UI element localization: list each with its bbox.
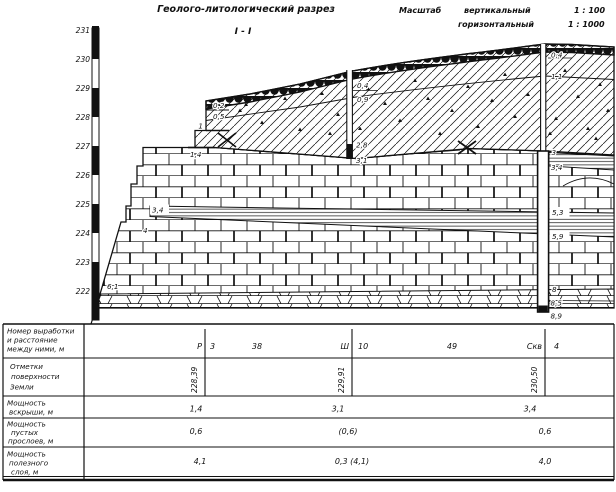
borehole-depth-mark: 3,4 [551,163,563,172]
elevation-label: 223 [75,258,90,267]
table-row-overburden [190,405,537,414]
overburden-value: 3,1 [331,404,345,414]
row-header-line: и расстояние [7,335,58,345]
row-header-line: Мощность [7,398,46,408]
row-header-line: Мощность [7,419,46,429]
bench-depth-mark: 4 [143,226,148,235]
row-header-line: поверхности [11,372,60,381]
shaft-depth-mark: 3,1 [356,156,368,165]
section-label: I - I [234,27,252,37]
surface-elevation: 228,39 [190,366,199,393]
data-table [3,324,614,480]
row-header-line: Земли [10,382,34,392]
elevation-label: 230 [75,55,90,64]
working-num: 3 [210,342,216,351]
cross-section [91,44,614,324]
table-row-elevations [190,367,539,393]
overburden-value: 3,4 [523,404,537,414]
row-header-line: полезного [9,458,49,468]
useful-value: 0,3 (4,1) [334,457,370,466]
elevation-scale [76,26,99,320]
pit-depth-mark: 0,5 [213,112,225,121]
working-num: 10 [358,342,369,351]
elevation-label: 226 [75,171,90,180]
borehole-depth-mark: 0,4 [551,50,563,60]
row-header-line: прослоев, м [8,436,54,446]
working-num: 4 [554,342,560,351]
borehole-depth-mark: 8 [552,285,557,294]
shaft-depth-mark: 2,8 [356,140,368,150]
overburden-value: 1,4 [189,404,203,414]
borehole-depth-mark: 3 [551,148,557,157]
working-id: Скв [526,342,542,351]
borehole-depth-mark: 8,9 [550,311,562,321]
overburden-hatch [195,44,614,159]
shaft-depth-mark: 0,9 [357,95,369,104]
surface-elevation: 229,91 [337,366,346,393]
scale-horizontal-value: 1 : 1000 [568,20,605,29]
borehole-depth-mark: 1,1 [551,72,563,81]
table-row-workings [197,342,559,351]
elevation-label: 224 [75,229,90,238]
table-row-barren [190,427,552,436]
row-header-line: слоя, м [11,467,39,477]
elevation-label: 227 [75,142,90,151]
useful-value: 4,0 [538,457,552,466]
barren-value: 0,6 [189,427,203,436]
working-id: Р [197,342,202,351]
row-header-line: пустых [11,428,39,437]
row-header-line: вскрыши, м [9,407,54,417]
scale-horizontal-name: горизонтальный [458,20,534,29]
page-title: Геолого-литологический разрез [157,4,335,15]
distance: 49 [446,342,458,351]
pit-depth-mark: 1 [198,121,203,131]
working-id: Ш [340,342,349,351]
barren-value: 0,6 [538,427,552,436]
bench-depth-mark: 6,1 [107,282,119,291]
scale-vertical-value: 1 : 100 [574,6,606,15]
useful-value: 4,1 [193,457,207,466]
scale-vertical-name: вертикальный [464,6,531,15]
shaft-depth-mark: 0,4 [357,81,369,90]
surface-elevation: 230,50 [530,366,539,393]
bench-depth-mark: 3,4 [152,205,164,215]
elevation-label: 229 [75,84,90,93]
scale-label: Масштаб [399,6,442,15]
pit-depth-mark: 0,2 [213,101,225,110]
elevation-label: 231 [75,26,90,35]
row-header-line: Номер выработки [7,326,75,336]
table-row-headers [7,327,75,477]
borehole-depth-mark: 5,9 [552,232,564,241]
row-header-line: Мощность [7,449,46,459]
borehole-depth-mark: 8,5 [550,298,562,308]
row-header-line: Отметки [10,362,43,371]
borehole-depth-mark: 5,3 [552,208,564,217]
pit-depth-mark: 1,4 [190,150,202,159]
elevation-label: 228 [75,113,90,122]
table-row-useful [194,457,552,466]
table-grid [3,324,614,480]
elevation-label: 225 [75,200,90,209]
elevation-label: 222 [75,287,90,296]
row-header-line: между ними, м [7,344,65,354]
header [157,4,605,37]
distance: 38 [251,342,263,351]
barren-value: (0,6) [338,427,358,436]
